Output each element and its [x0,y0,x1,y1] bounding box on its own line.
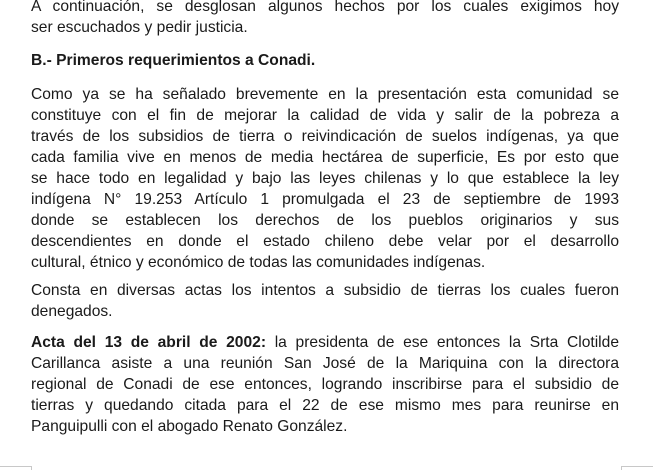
body-line: Como ya se ha señalado brevemente en la presentación esta comunidad se [31,86,619,103]
body-line: donde se establecen los derechos de los pueblos originarios y sus [31,212,619,229]
margin-corner-mark [621,466,653,470]
consta-line: denegados. [31,303,113,320]
body-line: constituye con el fin de mejorar la calidad de vida y salir de la pobreza a [31,107,619,124]
acta-paragraph [31,332,619,437]
section-heading: B.- Primeros requerimientos a Conadi. [31,52,316,69]
acta-first-line-text: la presidenta de ese entonces la Srta Clotilde [266,334,619,351]
acta-line: regional de Conadi de ese entonces, logrando inscribirse para el subsidio de [31,376,619,393]
body-line: través de los subsidios de tierra o reivindicación de suelos indígenas, ya que [31,128,619,145]
body-line: se hace todo en legalidad y bajo las leyes chilenas y lo que establece la ley [31,170,619,187]
consta-paragraph [31,280,619,322]
body-line: cada familia vive en menos de media hectárea de superficie, Es por esto que [31,149,619,166]
intro-line: ser escuchados y pedir justicia. [31,19,248,36]
acta-line: Panguipulli con el abogado Renato González. [31,418,348,435]
body-line: descendientes en donde el estado chileno debe velar por el desarrollo [31,233,619,250]
body-paragraph [31,84,619,273]
margin-corner-mark [0,466,32,470]
intro-line: A continuación, se desglosan algunos hechos por los cuales exigimos hoy [31,0,619,15]
acta-line: tierras y quedando citada para el 22 de ese mismo mes para reunirse en [31,397,619,414]
acta-date-label: Acta del 13 de abril de 2002: [31,334,267,351]
acta-first-line [31,332,619,353]
intro-paragraph [31,0,619,38]
acta-line: Carillanca asiste a una reunión San José de la Mariquina con la directora [31,355,619,372]
consta-line: Consta en diversas actas los intentos a subsidio de tierras los cuales fueron [31,282,619,299]
body-line: indígena N° 19.253 Artículo 1 promulgada el 23 de septiembre de 1993 [31,191,619,208]
body-line: cultural, étnico y económico de todas las comunidades indígenas. [31,254,486,271]
